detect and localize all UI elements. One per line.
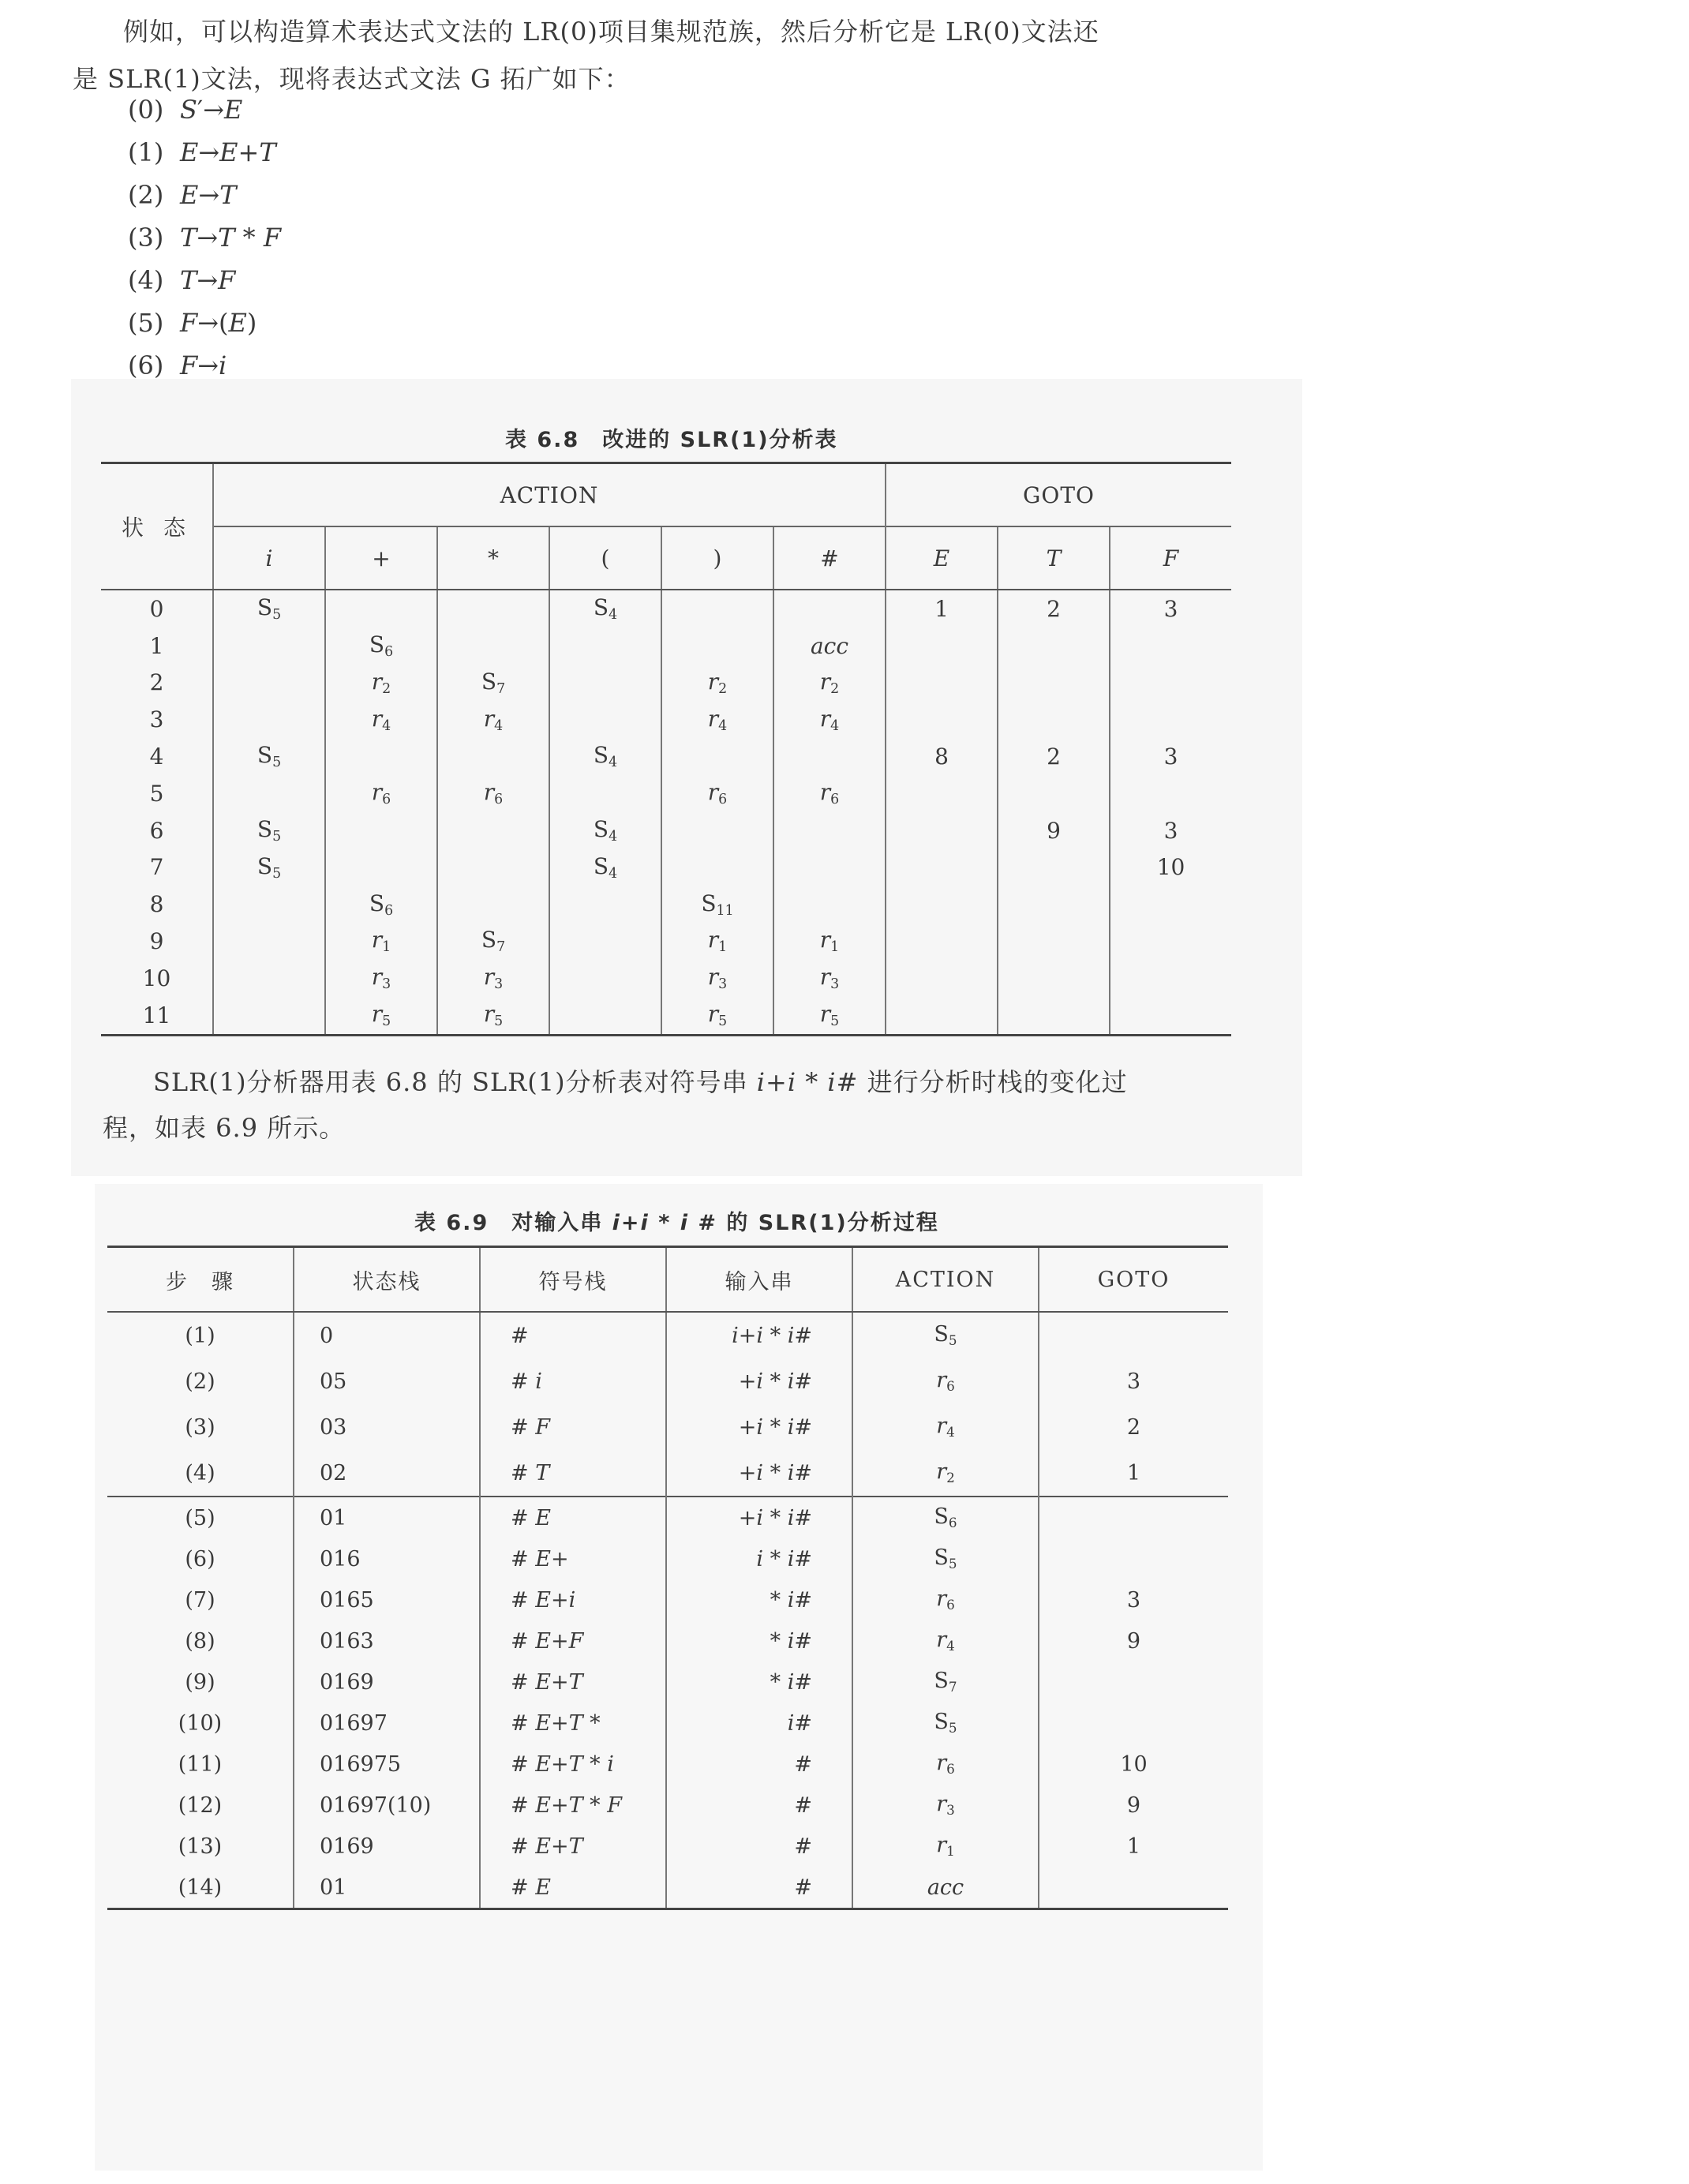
column-header: T — [998, 526, 1110, 590]
action-cell — [549, 627, 661, 665]
state-cell: 11 — [101, 997, 213, 1035]
state-cell: 4 — [149, 744, 164, 770]
goto-cell: 3 — [1039, 1579, 1228, 1620]
state-cell: 9 — [149, 928, 164, 955]
symbol-stack-cell: # T — [480, 1450, 666, 1497]
table-row — [107, 1620, 1228, 1661]
table-row — [101, 775, 1231, 812]
production-rule: T→F — [180, 265, 236, 295]
table-row — [107, 1358, 1228, 1404]
action-cell: $r_2$ — [661, 665, 773, 702]
table-row — [101, 701, 1231, 738]
state-stack-cell: 0169 — [294, 1826, 480, 1867]
input-string-cell: * i# — [666, 1579, 852, 1620]
state-cell: 2 — [149, 669, 164, 696]
state-cell: 0 — [149, 595, 164, 622]
goto-cell — [1110, 923, 1231, 960]
action-cell: $r_5$ — [773, 997, 886, 1035]
goto-cell — [1110, 701, 1231, 738]
symbol-stack-cell: # F — [480, 1404, 666, 1450]
goto-cell — [886, 960, 998, 997]
symbol-stack-cell: # E+T * — [480, 1703, 666, 1744]
action-cell — [549, 886, 661, 923]
action-cell — [213, 997, 325, 1035]
goto-cell: 1 — [886, 590, 998, 627]
goto-cell — [886, 923, 998, 960]
column-header: * — [437, 526, 549, 590]
action-cell: $r_1$ — [852, 1826, 1039, 1867]
action-cell: $r_5$ — [325, 997, 437, 1035]
step-cell: (8) — [185, 1628, 215, 1654]
action-cell: $r_6$ — [852, 1358, 1039, 1404]
production-number: (5) — [128, 308, 164, 338]
table-row — [101, 590, 1231, 627]
table-row — [101, 665, 1231, 702]
goto-cell: 2 — [998, 590, 1110, 627]
state-cell: 5 — [149, 780, 164, 807]
action-cell: $S_7$ — [437, 923, 549, 960]
state-stack-cell: 0165 — [294, 1579, 480, 1620]
table-row — [107, 1661, 1228, 1703]
column-header: i — [213, 526, 325, 590]
action-cell: $r_5$ — [661, 997, 773, 1035]
intro-line-1: 例如，可以构造算术表达式文法的 LR(0)项目集规范族，然后分析它是 LR(0)文法还 — [123, 17, 1099, 47]
goto-cell: 3 — [1039, 1358, 1228, 1404]
action-cell: acc — [852, 1867, 1039, 1909]
step-cell: (13) — [178, 1834, 223, 1859]
action-cell: $S_5$ — [852, 1538, 1039, 1579]
goto-cell — [886, 886, 998, 923]
state-stack-cell: 0163 — [294, 1620, 480, 1661]
column-header: E — [886, 526, 998, 590]
goto-cell: 1 — [1039, 1450, 1228, 1497]
goto-cell — [998, 775, 1110, 812]
action-cell — [325, 738, 437, 775]
state-cell: 1 — [149, 632, 164, 659]
goto-cell: 10 — [1110, 849, 1231, 886]
action-cell: $r_3$ — [325, 960, 437, 997]
goto-cell — [886, 627, 998, 665]
action-cell — [437, 738, 549, 775]
input-string-cell: * i# — [666, 1661, 852, 1703]
goto-cell — [1039, 1497, 1228, 1538]
symbol-stack-cell: # E — [480, 1867, 666, 1909]
intro-line-2: 是 SLR(1)文法，现将表达式文法 G 拓广如下： — [73, 64, 631, 94]
action-cell — [325, 590, 437, 627]
action-cell: $r_1$ — [325, 923, 437, 960]
goto-cell — [998, 849, 1110, 886]
state-stack-cell: 03 — [294, 1404, 480, 1450]
goto-cell — [1039, 1312, 1228, 1358]
table-row — [101, 886, 1231, 923]
symbol-stack-cell: # E+ — [480, 1538, 666, 1579]
action-cell — [213, 886, 325, 923]
state-column-header: 状 态 — [101, 463, 213, 590]
grammar-production — [128, 131, 281, 174]
action-cell: acc — [773, 627, 886, 665]
middle-line-2: 程，如表 6.9 所示。 — [103, 1113, 346, 1143]
input-string-cell: +i * i# — [666, 1497, 852, 1538]
action-cell: $r_6$ — [852, 1579, 1039, 1620]
goto-cell — [998, 627, 1110, 665]
table-row — [107, 1450, 1228, 1497]
step-cell: (6) — [185, 1546, 215, 1572]
step-cell: (7) — [185, 1587, 215, 1613]
goto-cell — [886, 775, 998, 812]
action-cell — [661, 590, 773, 627]
goto-cell — [998, 960, 1110, 997]
action-cell: $S_6$ — [852, 1497, 1039, 1538]
grammar-production — [128, 344, 281, 387]
action-cell — [773, 849, 886, 886]
action-cell — [661, 738, 773, 775]
state-cell: 3 — [149, 706, 164, 733]
action-cell — [661, 849, 773, 886]
step-cell: (5) — [107, 1497, 294, 1538]
action-cell: $r_3$ — [773, 960, 886, 997]
action-cell — [325, 812, 437, 849]
action-cell: $r_3$ — [852, 1785, 1039, 1826]
action-cell — [437, 812, 549, 849]
action-cell — [213, 627, 325, 665]
table-row — [107, 1744, 1228, 1785]
grammar-production — [128, 174, 281, 216]
action-cell — [773, 738, 886, 775]
symbol-stack-cell: # — [480, 1312, 666, 1358]
table-row — [101, 627, 1231, 665]
input-string-cell: # — [666, 1744, 852, 1785]
action-cell — [213, 665, 325, 702]
goto-cell — [886, 665, 998, 702]
symbol-stack-cell: # E+F — [480, 1620, 666, 1661]
middle-paragraph — [103, 1059, 1239, 1151]
action-cell: $r_1$ — [773, 923, 886, 960]
goto-cell — [998, 997, 1110, 1035]
table-row — [101, 812, 1231, 849]
state-stack-cell: 01697(10) — [294, 1785, 480, 1826]
goto-cell — [1039, 1661, 1228, 1703]
column-header: F — [1110, 526, 1231, 590]
grammar-production — [128, 259, 281, 302]
action-cell: $r_6$ — [437, 775, 549, 812]
table-row — [101, 997, 1231, 1035]
goto-cell — [998, 665, 1110, 702]
table-row — [101, 849, 1231, 886]
goto-cell — [1110, 627, 1231, 665]
table-row — [107, 1703, 1228, 1744]
column-header: GOTO — [1039, 1247, 1228, 1313]
state-stack-cell: 02 — [294, 1450, 480, 1497]
table-row — [107, 1785, 1228, 1826]
action-cell: $S_5$ — [213, 812, 325, 849]
step-cell: (1) — [185, 1323, 215, 1348]
state-stack-cell: 0 — [294, 1312, 480, 1358]
goto-cell: 2 — [1039, 1404, 1228, 1450]
input-string-cell: # — [666, 1785, 852, 1826]
goto-cell — [1110, 665, 1231, 702]
step-cell: (2) — [185, 1369, 215, 1394]
action-cell: $r_6$ — [852, 1744, 1039, 1785]
action-cell — [773, 590, 886, 627]
action-cell: $S_4$ — [549, 812, 661, 849]
goto-cell — [886, 812, 998, 849]
production-rule: S′→E — [180, 95, 243, 125]
state-cell: 6 — [149, 817, 164, 844]
goto-cell — [1110, 886, 1231, 923]
table-row — [107, 1404, 1228, 1450]
state-stack-cell: 016975 — [294, 1744, 480, 1785]
action-cell — [213, 701, 325, 738]
action-cell: $r_5$ — [437, 997, 549, 1035]
action-cell: $r_2$ — [852, 1450, 1039, 1497]
action-cell — [437, 627, 549, 665]
goto-cell — [998, 886, 1110, 923]
action-cell — [661, 812, 773, 849]
action-cell: $r_4$ — [661, 701, 773, 738]
action-cell: $r_4$ — [852, 1404, 1039, 1450]
step-cell: (11) — [178, 1751, 223, 1777]
symbol-stack-cell: # E+T * i — [480, 1744, 666, 1785]
table-row — [107, 1579, 1228, 1620]
input-string-cell: +i * i# — [666, 1358, 852, 1404]
action-cell: $S_7$ — [852, 1661, 1039, 1703]
input-string-cell: i# — [666, 1703, 852, 1744]
goto-cell: 9 — [998, 812, 1110, 849]
symbol-stack-cell: # E+T * F — [480, 1785, 666, 1826]
goto-cell — [998, 923, 1110, 960]
goto-cell — [998, 701, 1110, 738]
goto-cell — [886, 997, 998, 1035]
middle-line-1: SLR(1)分析器用表 6.8 的 SLR(1)分析表对符号串 i+i * i# 进行分析时栈的变化过 — [153, 1067, 1128, 1097]
symbol-stack-cell: # i — [480, 1358, 666, 1404]
action-cell: $S_5$ — [852, 1703, 1039, 1744]
production-rule: E→T — [180, 180, 237, 210]
goto-cell — [1110, 775, 1231, 812]
production-rule: F→i — [180, 350, 227, 380]
action-cell: $S_4$ — [549, 738, 661, 775]
action-cell: $S_6$ — [325, 886, 437, 923]
state-stack-cell: 01697 — [294, 1703, 480, 1744]
input-string-cell: +i * i# — [666, 1404, 852, 1450]
action-cell — [549, 665, 661, 702]
input-string-cell: +i * i# — [666, 1450, 852, 1497]
action-cell: $r_6$ — [325, 775, 437, 812]
slr1-parse-process-table — [107, 1246, 1228, 1910]
column-header: ) — [661, 526, 773, 590]
column-header: ( — [549, 526, 661, 590]
action-cell: $S_7$ — [437, 665, 549, 702]
input-string-cell: i * i# — [666, 1538, 852, 1579]
goto-cell — [1039, 1538, 1228, 1579]
goto-cell: 1 — [1039, 1826, 1228, 1867]
state-stack-cell: 01 — [294, 1867, 480, 1909]
action-cell: $r_2$ — [773, 665, 886, 702]
step-cell: (14) — [107, 1867, 294, 1909]
column-header: 符号栈 — [480, 1247, 666, 1313]
step-cell: (12) — [178, 1793, 223, 1818]
action-cell: $S_5$ — [852, 1312, 1039, 1358]
production-number: (2) — [128, 180, 164, 210]
action-cell — [213, 775, 325, 812]
goto-cell: 8 — [886, 738, 998, 775]
goto-cell: 2 — [998, 738, 1110, 775]
action-cell: $S_{11}$ — [661, 886, 773, 923]
goto-cell — [886, 701, 998, 738]
table-6-9-caption: 表 6.9 对输入串 i+i * i # 的 SLR(1)分析过程 — [414, 1211, 939, 1235]
goto-cell — [1110, 960, 1231, 997]
state-cell: 10 — [142, 965, 171, 991]
column-header: + — [325, 526, 437, 590]
input-string-cell: i+i * i# — [666, 1312, 852, 1358]
action-cell: $r_3$ — [437, 960, 549, 997]
action-cell — [549, 997, 661, 1035]
action-cell: $S_5$ — [213, 849, 325, 886]
goto-cell: 9 — [1039, 1785, 1228, 1826]
production-number: (6) — [128, 350, 164, 380]
state-stack-cell: 016 — [294, 1538, 480, 1579]
goto-cell: 10 — [1039, 1744, 1228, 1785]
goto-cell — [886, 849, 998, 886]
action-cell: $S_4$ — [549, 590, 661, 627]
state-stack-cell: 01 — [294, 1497, 480, 1538]
table-row — [107, 1826, 1228, 1867]
action-cell — [773, 886, 886, 923]
goto-cell: 3 — [1110, 590, 1231, 627]
goto-cell — [1039, 1867, 1228, 1909]
action-cell: $r_4$ — [852, 1620, 1039, 1661]
goto-header: GOTO — [886, 463, 1231, 527]
step-cell: (4) — [185, 1460, 215, 1485]
action-cell: $r_4$ — [437, 701, 549, 738]
table-row — [101, 960, 1231, 997]
table-row — [107, 1497, 1228, 1538]
goto-cell — [1110, 997, 1231, 1035]
action-cell — [549, 701, 661, 738]
production-number: (4) — [128, 265, 164, 295]
production-number: (1) — [128, 137, 164, 167]
state-stack-cell: 0169 — [294, 1661, 480, 1703]
column-header: # — [773, 526, 886, 590]
action-header: ACTION — [213, 463, 886, 527]
goto-cell — [1039, 1703, 1228, 1744]
action-cell: $r_4$ — [773, 701, 886, 738]
state-cell: 7 — [149, 854, 164, 881]
action-cell — [549, 960, 661, 997]
symbol-stack-cell: # E+T — [480, 1826, 666, 1867]
action-cell: $S_4$ — [549, 849, 661, 886]
table-row — [101, 923, 1231, 960]
action-cell: $S_5$ — [213, 590, 325, 627]
action-cell — [325, 849, 437, 886]
step-cell: (9) — [185, 1669, 215, 1695]
action-cell: $r_6$ — [661, 775, 773, 812]
input-string-cell: # — [666, 1826, 852, 1867]
table-row — [107, 1538, 1228, 1579]
table-6-8-caption: 表 6.8 改进的 SLR(1)分析表 — [505, 428, 838, 452]
state-stack-cell: 05 — [294, 1358, 480, 1404]
grammar-production — [128, 216, 281, 259]
action-cell — [213, 923, 325, 960]
slr1-parse-table — [101, 462, 1231, 1036]
input-string-cell: * i# — [666, 1620, 852, 1661]
production-rule: T→T * F — [180, 223, 282, 253]
goto-cell: 9 — [1039, 1620, 1228, 1661]
column-header: 输入串 — [666, 1247, 852, 1313]
action-cell: $r_6$ — [773, 775, 886, 812]
action-cell: $S_6$ — [325, 627, 437, 665]
grammar-production — [128, 302, 281, 344]
action-cell — [437, 590, 549, 627]
action-cell: $r_1$ — [661, 923, 773, 960]
action-cell — [437, 849, 549, 886]
step-cell: (10) — [178, 1710, 223, 1736]
production-number: (0) — [128, 95, 164, 125]
action-cell — [213, 960, 325, 997]
action-cell — [549, 775, 661, 812]
action-cell: $S_5$ — [213, 738, 325, 775]
state-cell: 8 — [149, 891, 164, 918]
symbol-stack-cell: # E+T — [480, 1661, 666, 1703]
action-cell — [661, 627, 773, 665]
table-row — [101, 738, 1231, 775]
step-cell: (3) — [185, 1414, 215, 1440]
action-cell: $r_3$ — [661, 960, 773, 997]
action-cell: $r_2$ — [325, 665, 437, 702]
grammar-production — [128, 88, 281, 131]
production-number: (3) — [128, 223, 164, 253]
goto-cell: 3 — [1110, 812, 1231, 849]
production-rule: E→E+T — [180, 137, 276, 167]
symbol-stack-cell: # E+i — [480, 1579, 666, 1620]
action-cell — [437, 886, 549, 923]
action-cell — [773, 812, 886, 849]
grammar-production-list — [128, 88, 281, 387]
column-header: 步 骤 — [107, 1247, 294, 1313]
table-row — [107, 1867, 1228, 1909]
column-header: 状态栈 — [294, 1247, 480, 1313]
input-string-cell: # — [666, 1867, 852, 1909]
goto-cell: 3 — [1110, 738, 1231, 775]
table-row — [107, 1312, 1228, 1358]
action-cell — [549, 923, 661, 960]
column-header: ACTION — [852, 1247, 1039, 1313]
production-rule: F→(E) — [180, 308, 257, 338]
action-cell: $r_4$ — [325, 701, 437, 738]
symbol-stack-cell: # E — [480, 1497, 666, 1538]
